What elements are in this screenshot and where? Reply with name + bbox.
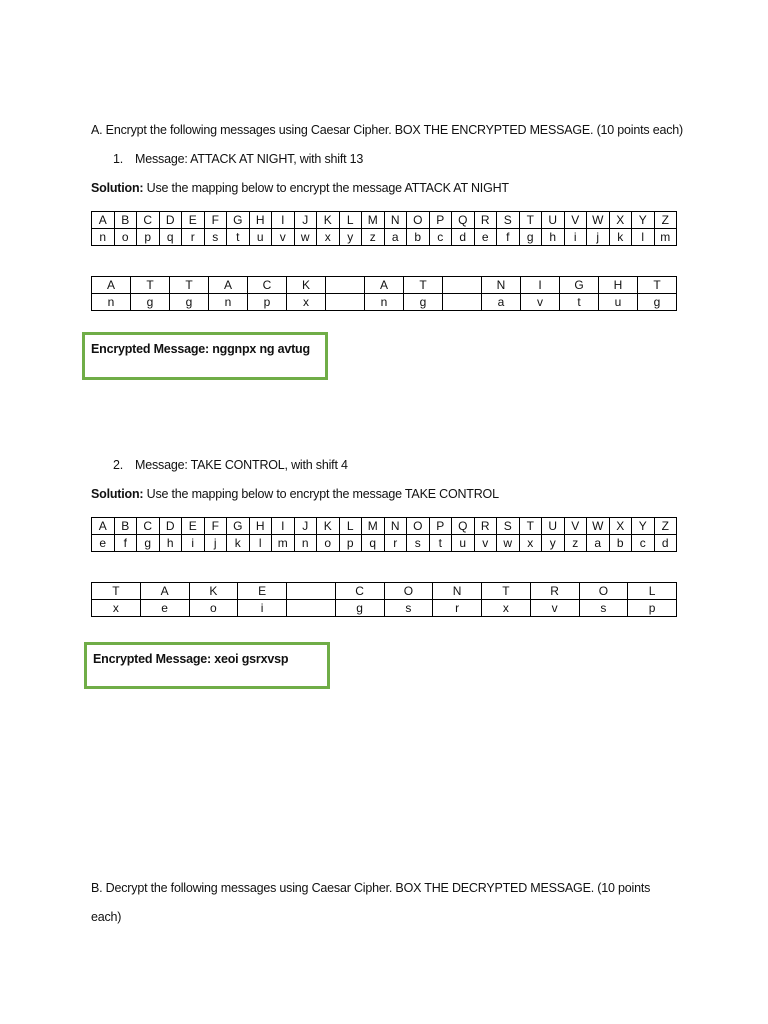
q2-solution-label: Solution: <box>91 487 144 501</box>
message-cell: p <box>248 294 287 311</box>
alphabet-cell: h <box>542 229 565 246</box>
alphabet-cell: B <box>114 518 137 535</box>
message-cell: s <box>579 600 628 617</box>
message-cell <box>326 277 365 294</box>
alphabet-cell: T <box>519 212 542 229</box>
alphabet-cell: o <box>114 229 137 246</box>
q1-encrypted-message: Encrypted Message: nggnpx ng avtug <box>91 342 310 356</box>
alphabet-cell: O <box>407 518 430 535</box>
message-cell: C <box>248 277 287 294</box>
message-cell: n <box>92 294 131 311</box>
alphabet-cell: n <box>294 535 317 552</box>
q2-encrypted-message: Encrypted Message: xeoi gsrxvsp <box>93 652 289 666</box>
alphabet-cell: z <box>362 229 385 246</box>
alphabet-cell: s <box>407 535 430 552</box>
q1-cipher-message-row <box>92 294 677 311</box>
message-cell: g <box>335 600 384 617</box>
q2-alphabet-mapping-table <box>91 517 677 552</box>
alphabet-cell: H <box>249 518 272 535</box>
message-cell: L <box>628 583 677 600</box>
alphabet-cell: b <box>407 229 430 246</box>
message-cell: N <box>482 277 521 294</box>
message-cell: v <box>530 600 579 617</box>
message-cell: v <box>521 294 560 311</box>
alphabet-cell: g <box>519 229 542 246</box>
alphabet-cell: e <box>92 535 115 552</box>
alphabet-cell: w <box>294 229 317 246</box>
alphabet-cell: U <box>542 518 565 535</box>
alphabet-cell: p <box>339 535 362 552</box>
alphabet-cell: d <box>452 229 475 246</box>
alphabet-cell: q <box>159 229 182 246</box>
alphabet-cell: N <box>384 518 407 535</box>
alphabet-cell: B <box>114 212 137 229</box>
alphabet-cell: C <box>137 518 160 535</box>
alphabet-cell: n <box>92 229 115 246</box>
q2-plain-message-row <box>92 583 677 600</box>
message-cell: o <box>189 600 238 617</box>
part-b-heading-line1: B. Decrypt the following messages using Caesar Cipher. BOX THE DECRYPTED MESSAGE. (10 points <box>91 881 651 895</box>
message-cell: N <box>433 583 482 600</box>
alphabet-cell: I <box>272 212 295 229</box>
alphabet-cell: E <box>182 212 205 229</box>
q1-solution <box>91 181 509 195</box>
q2-plain-alphabet-row <box>92 518 677 535</box>
alphabet-cell: C <box>137 212 160 229</box>
q1-message-text: Message: ATTACK AT NIGHT, with shift 13 <box>135 152 364 166</box>
alphabet-cell: w <box>497 535 520 552</box>
alphabet-cell: c <box>429 229 452 246</box>
message-cell: x <box>92 600 141 617</box>
message-cell: n <box>209 294 248 311</box>
alphabet-cell: o <box>317 535 340 552</box>
message-cell: T <box>92 583 141 600</box>
alphabet-cell: c <box>632 535 655 552</box>
alphabet-cell: z <box>564 535 587 552</box>
q1-solution-text: Use the mapping below to encrypt the message ATTACK AT NIGHT <box>143 181 509 195</box>
alphabet-cell: K <box>317 212 340 229</box>
q1-solution-label: Solution: <box>91 181 144 195</box>
message-cell: g <box>131 294 170 311</box>
message-cell: s <box>384 600 433 617</box>
message-cell: A <box>365 277 404 294</box>
q2-message-table <box>91 582 677 617</box>
q1-cipher-alphabet-row <box>92 229 677 246</box>
message-cell: R <box>530 583 579 600</box>
message-cell: C <box>335 583 384 600</box>
q1-message <box>113 152 363 166</box>
q2-cipher-alphabet-row <box>92 535 677 552</box>
alphabet-cell: r <box>384 535 407 552</box>
message-cell: g <box>638 294 677 311</box>
alphabet-cell: f <box>497 229 520 246</box>
message-cell: t <box>560 294 599 311</box>
message-cell: A <box>209 277 248 294</box>
alphabet-cell: K <box>317 518 340 535</box>
message-cell: E <box>238 583 287 600</box>
alphabet-cell: D <box>159 518 182 535</box>
message-cell: g <box>170 294 209 311</box>
message-cell: r <box>433 600 482 617</box>
alphabet-cell: k <box>227 535 250 552</box>
message-cell: u <box>599 294 638 311</box>
alphabet-cell: m <box>654 229 677 246</box>
alphabet-cell: Q <box>452 212 475 229</box>
alphabet-cell: t <box>429 535 452 552</box>
message-cell: G <box>560 277 599 294</box>
alphabet-cell: Z <box>654 518 677 535</box>
message-cell <box>287 600 336 617</box>
message-cell: x <box>287 294 326 311</box>
message-cell <box>443 277 482 294</box>
message-cell: x <box>482 600 531 617</box>
alphabet-cell: i <box>182 535 205 552</box>
q1-plain-alphabet-row <box>92 212 677 229</box>
part-b-heading-line2: each) <box>91 910 122 924</box>
alphabet-cell: G <box>227 518 250 535</box>
message-cell: A <box>92 277 131 294</box>
alphabet-cell: y <box>542 535 565 552</box>
alphabet-cell: P <box>429 518 452 535</box>
message-cell <box>287 583 336 600</box>
q1-encrypted-box <box>82 332 328 380</box>
alphabet-cell: p <box>137 229 160 246</box>
alphabet-cell: L <box>339 212 362 229</box>
alphabet-cell: R <box>474 212 497 229</box>
alphabet-cell: Y <box>632 518 655 535</box>
message-cell: T <box>638 277 677 294</box>
alphabet-cell: Q <box>452 518 475 535</box>
q2-message-text: Message: TAKE CONTROL, with shift 4 <box>135 458 348 472</box>
message-cell: g <box>404 294 443 311</box>
message-cell: e <box>140 600 189 617</box>
alphabet-cell: V <box>564 518 587 535</box>
alphabet-cell: t <box>227 229 250 246</box>
alphabet-cell: J <box>294 212 317 229</box>
message-cell <box>326 294 365 311</box>
q2-cipher-message-row <box>92 600 677 617</box>
alphabet-cell: q <box>362 535 385 552</box>
alphabet-cell: N <box>384 212 407 229</box>
alphabet-cell: I <box>272 518 295 535</box>
alphabet-cell: M <box>362 518 385 535</box>
alphabet-cell: X <box>609 212 632 229</box>
alphabet-cell: b <box>609 535 632 552</box>
message-cell: T <box>170 277 209 294</box>
q1-message-table <box>91 276 677 311</box>
alphabet-cell: S <box>497 212 520 229</box>
alphabet-cell: e <box>474 229 497 246</box>
message-cell: K <box>287 277 326 294</box>
message-cell: T <box>482 583 531 600</box>
message-cell: a <box>482 294 521 311</box>
alphabet-cell: v <box>474 535 497 552</box>
alphabet-cell: X <box>609 518 632 535</box>
alphabet-cell: F <box>204 212 227 229</box>
alphabet-cell: U <box>542 212 565 229</box>
alphabet-cell: H <box>249 212 272 229</box>
alphabet-cell: h <box>159 535 182 552</box>
alphabet-cell: G <box>227 212 250 229</box>
message-cell: H <box>599 277 638 294</box>
q2-message <box>113 458 348 472</box>
alphabet-cell: F <box>204 518 227 535</box>
q1-number: 1. <box>113 152 124 166</box>
message-cell: K <box>189 583 238 600</box>
message-cell: O <box>579 583 628 600</box>
message-cell: n <box>365 294 404 311</box>
alphabet-cell: J <box>294 518 317 535</box>
alphabet-cell: s <box>204 229 227 246</box>
alphabet-cell: S <box>497 518 520 535</box>
alphabet-cell: D <box>159 212 182 229</box>
alphabet-cell: V <box>564 212 587 229</box>
alphabet-cell: a <box>587 535 610 552</box>
alphabet-cell: j <box>204 535 227 552</box>
alphabet-cell: d <box>654 535 677 552</box>
message-cell: O <box>384 583 433 600</box>
message-cell: T <box>404 277 443 294</box>
alphabet-cell: g <box>137 535 160 552</box>
alphabet-cell: Z <box>654 212 677 229</box>
alphabet-cell: j <box>587 229 610 246</box>
alphabet-cell: Y <box>632 212 655 229</box>
alphabet-cell: E <box>182 518 205 535</box>
alphabet-cell: i <box>564 229 587 246</box>
alphabet-cell: O <box>407 212 430 229</box>
q2-number: 2. <box>113 458 124 472</box>
alphabet-cell: W <box>587 212 610 229</box>
alphabet-cell: k <box>609 229 632 246</box>
alphabet-cell: v <box>272 229 295 246</box>
alphabet-cell: m <box>272 535 295 552</box>
message-cell: A <box>140 583 189 600</box>
alphabet-cell: A <box>92 212 115 229</box>
message-cell: i <box>238 600 287 617</box>
q1-plain-message-row <box>92 277 677 294</box>
q1-alphabet-mapping-table <box>91 211 677 246</box>
alphabet-cell: W <box>587 518 610 535</box>
alphabet-cell: y <box>339 229 362 246</box>
alphabet-cell: A <box>92 518 115 535</box>
alphabet-cell: l <box>632 229 655 246</box>
alphabet-cell: R <box>474 518 497 535</box>
alphabet-cell: f <box>114 535 137 552</box>
message-cell: I <box>521 277 560 294</box>
q2-solution <box>91 487 499 501</box>
alphabet-cell: x <box>519 535 542 552</box>
alphabet-cell: l <box>249 535 272 552</box>
alphabet-cell: r <box>182 229 205 246</box>
alphabet-cell: L <box>339 518 362 535</box>
alphabet-cell: u <box>249 229 272 246</box>
q2-encrypted-box <box>84 642 330 689</box>
message-cell <box>443 294 482 311</box>
alphabet-cell: T <box>519 518 542 535</box>
message-cell: T <box>131 277 170 294</box>
alphabet-cell: P <box>429 212 452 229</box>
alphabet-cell: x <box>317 229 340 246</box>
alphabet-cell: u <box>452 535 475 552</box>
part-a-heading: A. Encrypt the following messages using Caesar Cipher. BOX THE ENCRYPTED MESSAGE. (10 points each) <box>91 123 684 137</box>
q2-solution-text: Use the mapping below to encrypt the message TAKE CONTROL <box>143 487 499 501</box>
message-cell: p <box>628 600 677 617</box>
alphabet-cell: M <box>362 212 385 229</box>
alphabet-cell: a <box>384 229 407 246</box>
